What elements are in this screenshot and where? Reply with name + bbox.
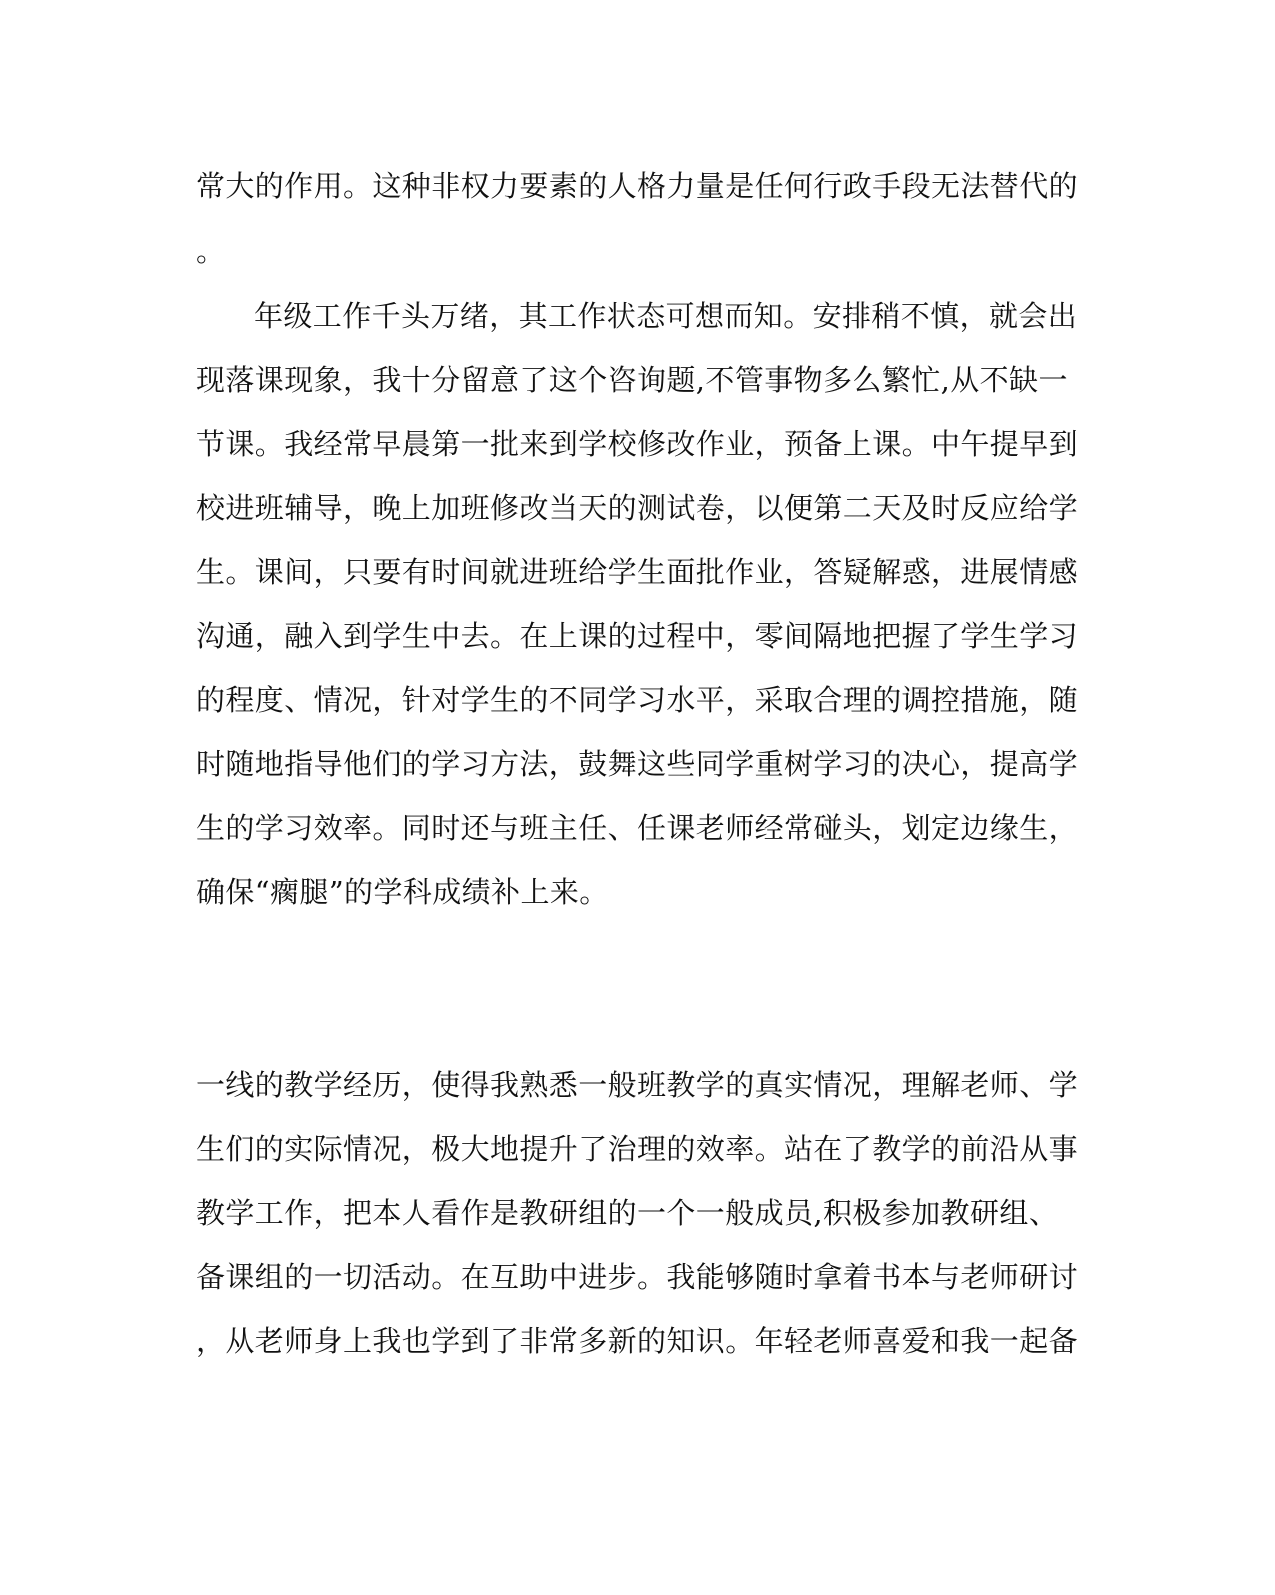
text-line: 节课。我经常早晨第一批来到学校修改作业，预备上课。中午提早到 bbox=[196, 427, 1079, 461]
text-line: 现落课现象，我十分留意了这个咨询题,不管事物多么繁忙,从不缺一 bbox=[196, 363, 1068, 397]
text-line: 一线的教学经历，使得我熟悉一般班教学的真实情况，理解老师、学 bbox=[196, 1068, 1079, 1102]
text-line: 年级工作千头万绪，其工作状态可想而知。安排稍不慎，就会出 bbox=[254, 299, 1078, 333]
text-line: 确保“瘸腿”的学科成绩补上来。 bbox=[196, 875, 609, 909]
text-line: 生们的实际情况，极大地提升了治理的效率。站在了教学的前沿从事 bbox=[196, 1132, 1079, 1166]
text-line: 生。课间，只要有时间就进班给学生面批作业，答疑解惑，进展情感 bbox=[196, 555, 1079, 589]
text-line: 。 bbox=[196, 234, 226, 268]
text-line: 时随地指导他们的学习方法，鼓舞这些同学重树学习的决心，提高学 bbox=[196, 747, 1079, 781]
text-line: 的程度、情况，针对学生的不同学习水平，采取合理的调控措施，随 bbox=[196, 683, 1079, 717]
text-line: 生的学习效率。同时还与班主任、任课老师经常碰头，划定边缘生， bbox=[196, 811, 1079, 845]
text-line: 校进班辅导，晚上加班修改当天的测试卷，以便第二天及时反应给学 bbox=[196, 491, 1079, 525]
text-line: 备课组的一切活动。在互助中进步。我能够随时拿着书本与老师研讨 bbox=[196, 1260, 1079, 1294]
text-line: ，从老师身上我也学到了非常多新的知识。年轻老师喜爱和我一起备 bbox=[196, 1324, 1079, 1358]
text-line: 常大的作用。这种非权力要素的人格力量是任何行政手段无法替代的 bbox=[196, 169, 1079, 203]
text-line: 教学工作，把本人看作是教研组的一个一般成员,积极参加教研组、 bbox=[196, 1196, 1059, 1230]
text-line: 沟通，融入到学生中去。在上课的过程中，零间隔地把握了学生学习 bbox=[196, 619, 1079, 653]
